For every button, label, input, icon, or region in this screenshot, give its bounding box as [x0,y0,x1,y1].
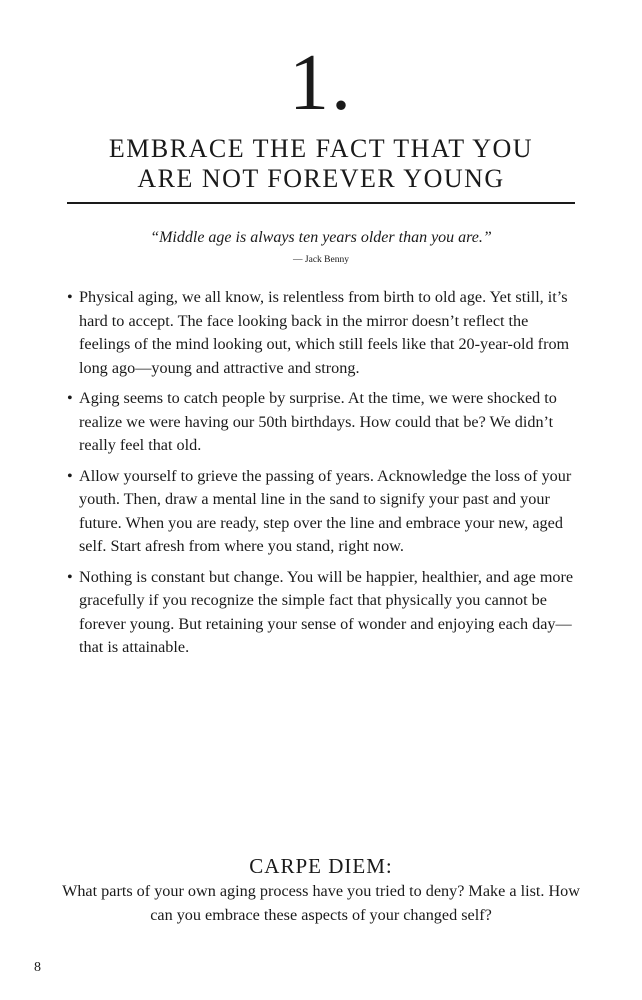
epigraph-quote: “Middle age is always ten years older than you are.” [150,229,492,246]
bullet-icon: • [67,389,73,407]
epigraph-attribution: — Jack Benny [293,255,349,265]
bullet-item [67,566,579,660]
page-number: 8 [34,960,41,975]
bullet-icon: • [67,466,73,485]
title-divider [67,202,575,204]
bullet-text: Allow yourself to grieve the passing of years. Acknowledge the loss of your youth. Then, draw a mental line in the sand to signify your past and your future. When you are ready, step over the line and embrace your new, aged self. Start afresh from where you stand, right now. [79,466,572,555]
bullet-icon: • [67,567,73,586]
bullet-text: Aging seems to catch people by surprise. At the time, we were shocked to realize we were having our 50th birthdays. How could that be? We didn’t really feel that old. [79,389,557,454]
bullet-item [67,465,579,559]
chapter-title-line-1: EMBRACE THE FACT THAT YOU [108,134,534,163]
bullet-item [67,387,579,458]
bullet-list [67,286,579,667]
bullet-text: Physical aging, we all know, is relentless from birth to old age. Yet still, it’s hard to accept. The face looking back in the mirror doesn’t reflect the feelings of the mind looking out, which still feels like that 20-year-old from long ago—young and attractive and strong. [79,288,570,377]
bullet-text: Nothing is constant but change. You will be happier, healthier, and age more gracefully if you recognize the simple fact that physically you cannot be forever young. But retaining your sense of wonder and enjoying each day—that is attainable. [79,567,574,656]
bullet-item [67,286,579,380]
carpe-diem-body: What parts of your own aging process have you tried to deny? Make a list. How can you embrace these aspects of your changed self? [62,882,580,924]
bullet-icon: • [67,288,73,306]
chapter-title-line-2: ARE NOT FOREVER YOUNG [137,164,505,193]
chapter-title [0,134,642,194]
carpe-diem-heading: CARPE DIEM: [249,854,393,878]
chapter-number: 1. [289,39,353,127]
